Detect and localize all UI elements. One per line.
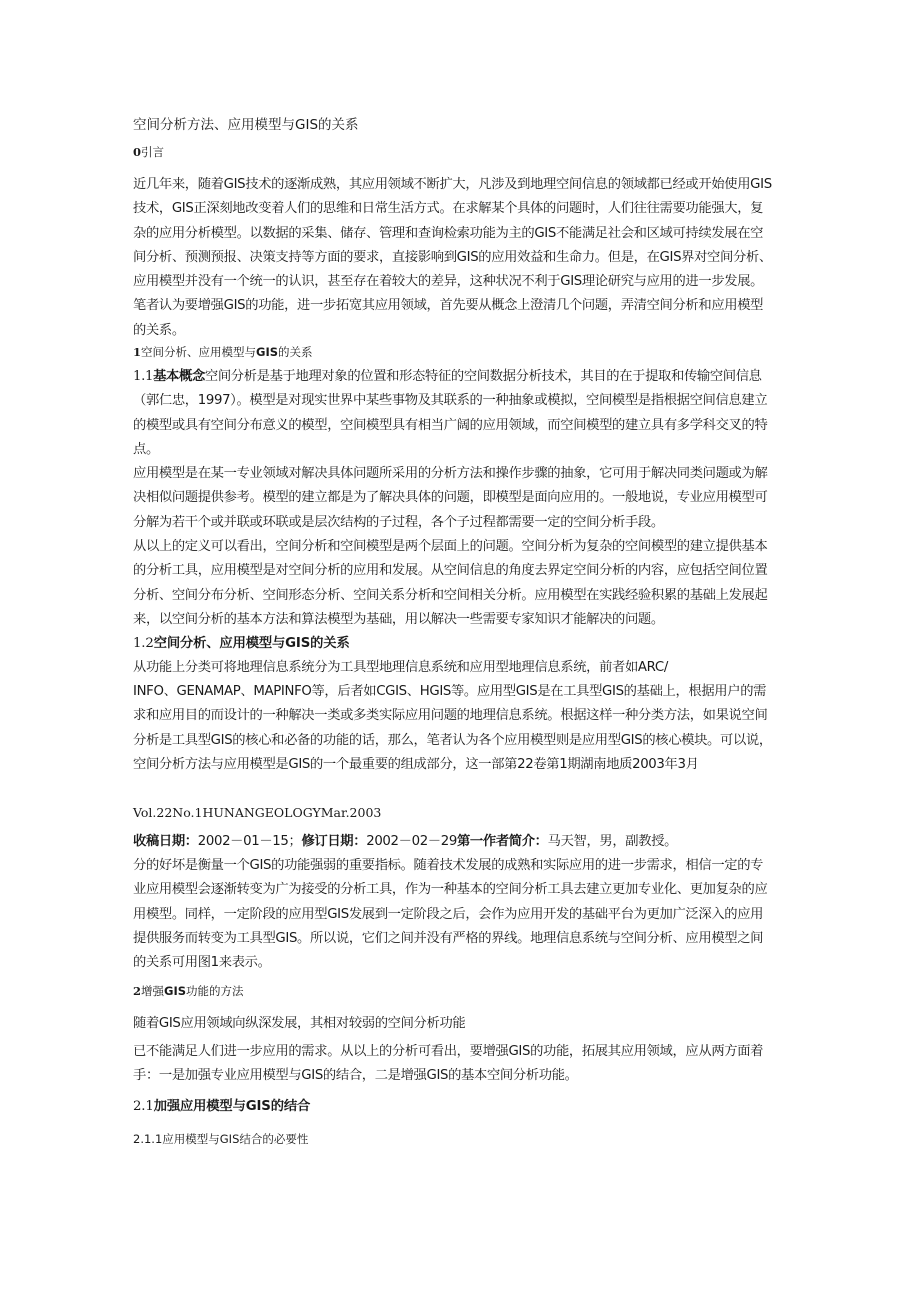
author-value: 马天智，男，副教授。 — [547, 834, 678, 849]
section-2-number: 2 — [133, 984, 142, 998]
tool-paragraph: 分的好坏是衡量一个GIS的功能强弱的重要指标。随着技术发展的成熟和实际应用的进一步需求，相信一定的专业应用模型会逐渐转变为广为接受的分析工具，作为一种基本的空间分析工具去建立更加专业化、更加复杂的应用模型。同样，一定阶段的应用型GIS发展到一定阶段之后，会作为应用开发的基础平台为更加广泛深入的应用提供服务而转变为工具型GIS。所以说，它们之间并没有严格的界线。地理信息系统与空间分析、应用模型之间的关系可用图1来表示。 — [133, 858, 768, 971]
intro-heading-number: 0 — [133, 145, 142, 159]
section-2-tail: 功能的方法 — [186, 984, 244, 998]
author-label: 第一作者简介： — [456, 834, 548, 849]
section-2-paragraph: 已不能满足人们进一步应用的需求。从以上的分析可看出，要增强GIS的功能，拓展其应用领域，应从两方面着手：一是加强专业应用模型与GIS的结合，二是增强GIS的基本空间分析功能。 — [133, 1044, 764, 1084]
subsection-1-1-text: 空间分析是基于地理对象的位置和形态特征的空间数据分析技术，其目的在于提取和传输空间信息（郭仁忠，1997）。模型是对现实世界中某些事物及其联系的一种抽象或模拟，空间模型是指根据空间信息建立的模型或具有空间分布意义的模型，空间模型具有相当广阔的应用领域，而空间模型的建立具有多学科交叉的特点。 — [133, 369, 768, 457]
document-title: 空间分析方法、应用模型与GIS的关系 — [133, 117, 359, 133]
section-1-number: 1 — [133, 345, 142, 359]
subsection-2-1-heading — [133, 1095, 773, 1119]
section-1-heading — [133, 343, 313, 361]
section-2-heading — [133, 982, 244, 1000]
subsection-1-2-label: 空间分析、应用模型与GIS的关系 — [153, 636, 350, 651]
subsection-1-2-paragraph: INFO、GENAMAP、MAPINFO等，后者如CGIS、HGIS等。应用型GIS是在工具型GIS的基础上，根据用户的需求和应用目的而设计的一种解决一类或多类实际应用问题的地理信息系统。根据这样一种分类方法，如果说空间分析是工具型GIS的核心和必备的功能的话，那么，笔者认为各个应用模型则是应用型GIS的核心模块。可以说，空间分析方法与应用模型是GIS的一个最重要的组成部分，这一部第22卷第1期湖南地质2003年3月 — [133, 684, 772, 772]
manuscript-info — [133, 830, 773, 854]
revised-label: 修订日期： — [301, 834, 367, 849]
application-model-paragraph: 应用模型是在某一专业领域对解决具体问题所采用的分析方法和操作步骤的抽象，它可用于解决同类问题或为解决相似问题提供参考。模型的建立都是为了解决具体的问题，即模型是面向应用的。一般地说，专业应用模型可分解为若干个或并联或环联或是层次结构的子过程，各个子过程都需要一定的空间分析手段。 — [133, 466, 768, 530]
subsection-2-1-number: 2.1 — [133, 1099, 154, 1114]
section-2-gis: GIS — [164, 984, 187, 998]
received-label: 收稿日期： — [133, 834, 198, 849]
intro-paragraph: 近几年来，随着GIS技术的逐渐成熟，其应用领域不断扩大，凡涉及到地理空间信息的领域都已经或开始使用GIS技术，GIS正深刻地改变着人们的思维和日常生活方式。在求解某个具体的问题时，人们往往需要功能强大，复杂的应用分析模型。以数据的采集、储存、管理和查询检索功能为主的GIS不能满足社会和区域可持续发展在空间分析、预测预报、决策支持等方面的要求，直接影响到GIS的应用效益和生命力。但是，在GIS界对空间分析、应用模型并没有一个统一的认识，甚至存在着较大的差异，这种状况不利于GIS理论研究与应用的进一步发展。笔者认为要增强GIS的功能，进一步拓宽其应用领域，首先要从概念上澄清几个问题，弄清空间分析和应用模型的关系。 — [133, 177, 772, 338]
subsection-1-1-paragraph — [133, 365, 773, 462]
subsection-1-1-number: 1.1 — [133, 369, 154, 384]
section-1-tail: 的关系 — [278, 345, 313, 359]
journal-line: Vol.22No.1HUNANGEOLOGYMar.2003 — [133, 805, 382, 820]
subsection-1-1-label: 基本概念 — [153, 369, 205, 384]
subsection-2-1-1-heading: 2.1.1应用模型与GIS结合的必要性 — [133, 1132, 309, 1146]
intro-heading — [133, 143, 164, 161]
subsection-1-2-number: 1.2 — [133, 636, 154, 651]
section-2-first-line: 随着GIS应用领域向纵深发展，其相对较弱的空间分析功能 — [133, 1016, 466, 1031]
subsection-1-2-heading — [133, 632, 773, 656]
received-value: 2002－01－15； — [197, 834, 302, 849]
revised-value: 2002－02－29 — [366, 834, 457, 849]
definition-paragraph: 从以上的定义可以看出，空间分析和空间模型是两个层面上的问题。空间分析为复杂的空间模型的建立提供基本的分析工具，应用模型是对空间分析的应用和发展。从空间信息的角度去界定空间分析的内容，应包括空间位置分析、空间分布分析、空间形态分析、空间关系分析和空间相关分析。应用模型在实践经验积累的基础上发展起来，以空间分析的基本方法和算法模型为基础，用以解决一些需要专家知识才能解决的问题。 — [133, 539, 768, 627]
section-1-text: 空间分析、应用模型与 — [141, 345, 257, 359]
subsection-1-2-first-line: 从功能上分类可将地理信息系统分为工具型地理信息系统和应用型地理信息系统，前者如ARC/ — [133, 660, 668, 675]
intro-heading-text: 引言 — [141, 145, 165, 159]
subsection-2-1-label: 加强应用模型与GIS的结合 — [153, 1099, 311, 1114]
section-1-gis: GIS — [256, 345, 279, 359]
section-2-text: 增强 — [141, 984, 165, 998]
